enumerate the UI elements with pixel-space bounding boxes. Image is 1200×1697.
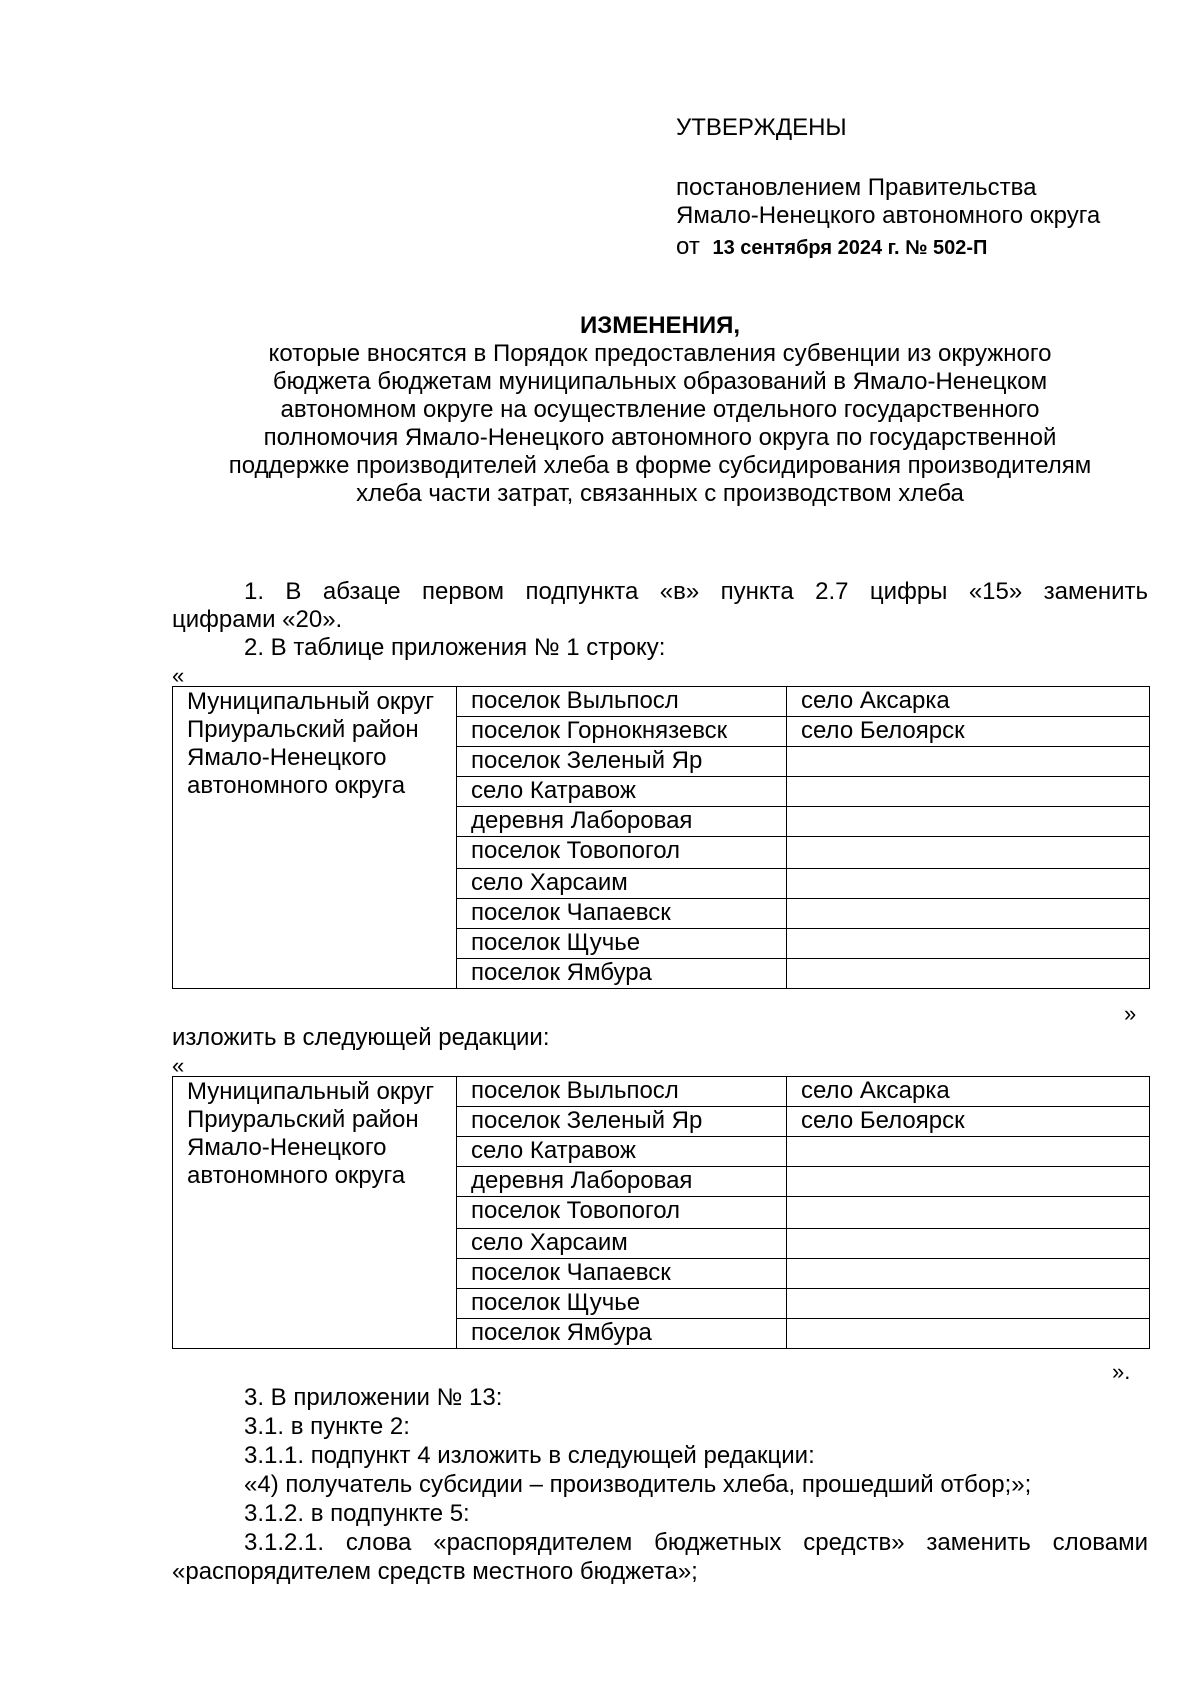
item-3: 3. В приложении № 13: (244, 1384, 503, 1411)
settlement-cell: поселок Щучье (457, 929, 787, 959)
title-main: ИЗМЕНЕНИЯ, (579, 312, 741, 339)
replace-text: изложить в следующей редакции: (172, 1024, 550, 1051)
settlement-cell-extra (787, 1197, 1150, 1229)
settlement-cell: поселок Горнокнязевск (457, 717, 787, 747)
item-3-1-2: 3.1.2. в подпункте 5: (244, 1500, 470, 1527)
settlement-cell-extra (787, 1137, 1150, 1167)
settlement-cell-extra (787, 899, 1150, 929)
settlement-cell: поселок Чапаевск (457, 899, 787, 929)
settlement-cell: село Харсаим (457, 1229, 787, 1259)
settlement-cell: поселок Товопогол (457, 837, 787, 869)
settlement-cell: село Катравож (457, 777, 787, 807)
approval-line-2: Ямало-Ненецкого автономного округа (676, 202, 1101, 229)
title-line: бюджета бюджетам муниципальных образований в Ямало-Ненецком (272, 368, 1048, 395)
settlement-cell-extra (787, 1319, 1150, 1349)
approval-date-line (676, 233, 987, 262)
open-quote-2: « (172, 1053, 185, 1078)
settlement-cell: поселок Товопогол (457, 1197, 787, 1229)
region-cell: Муниципальный округ Приуральский район Ямало-Ненецкого автономного округа (173, 687, 457, 989)
open-quote: « (172, 663, 185, 688)
item-3-1-2-1-line-1: 3.1.2.1. слова «распорядителем бюджетных средств» заменить словами (244, 1529, 1148, 1556)
document-title (160, 312, 1160, 508)
item-3-1: 3.1. в пункте 2: (244, 1413, 410, 1440)
settlement-cell: поселок Ямбура (457, 959, 787, 989)
item-3-1-1-text: «4) получатель субсидии – производитель хлеба, прошедший отбор;»; (244, 1471, 1032, 1498)
settlement-cell-extra (787, 1289, 1150, 1319)
table-new (172, 1076, 1150, 1349)
settlement-cell-extra (787, 837, 1150, 869)
settlement-cell-extra (787, 929, 1150, 959)
settlement-cell: деревня Лаборовая (457, 807, 787, 837)
close-quote-1: » (1124, 1001, 1137, 1026)
settlement-cell-extra (787, 777, 1150, 807)
settlement-cell-extra: село Белоярск (787, 1107, 1150, 1137)
settlement-cell: село Харсаим (457, 869, 787, 899)
table-row (173, 687, 1150, 717)
settlement-cell-extra (787, 1259, 1150, 1289)
approval-line-1: постановлением Правительства (676, 174, 1037, 201)
item-1-line-2: цифрами «20». (172, 606, 343, 633)
settlement-cell-extra (787, 807, 1150, 837)
settlement-cell-extra (787, 1229, 1150, 1259)
settlement-cell: поселок Выльпосл (457, 1077, 787, 1107)
table-row (173, 1077, 1150, 1107)
title-line: автономном округе на осуществление отдельного государственного (280, 396, 1040, 423)
settlement-cell: село Катравож (457, 1137, 787, 1167)
settlement-cell: деревня Лаборовая (457, 1167, 787, 1197)
settlement-cell: поселок Зеленый Яр (457, 1107, 787, 1137)
item-1-line-1: 1. В абзаце первом подпункта «в» пункта 2.7 цифры «15» заменить (244, 578, 1148, 605)
settlement-cell-extra (787, 869, 1150, 899)
item-3-1-1: 3.1.1. подпункт 4 изложить в следующей редакции: (244, 1442, 815, 1469)
approval-heading: УТВЕРЖДЕНЫ (676, 114, 847, 141)
settlement-cell-extra: село Аксарка (787, 687, 1150, 717)
settlement-cell: поселок Выльпосл (457, 687, 787, 717)
item-2: 2. В таблице приложения № 1 строку: (244, 634, 666, 661)
settlement-cell: поселок Ямбура (457, 1319, 787, 1349)
approval-date-number: 13 сентября 2024 г. № 502-П (712, 237, 988, 259)
settlement-cell-extra (787, 747, 1150, 777)
item-3-1-2-1-line-2: «распорядителем средств местного бюджета»; (172, 1558, 698, 1585)
settlement-cell-extra: село Белоярск (787, 717, 1150, 747)
title-line: хлеба части затрат, связанных с производством хлеба (356, 480, 964, 507)
settlement-cell: поселок Чапаевск (457, 1259, 787, 1289)
approval-from-label: от (676, 233, 700, 260)
settlement-cell-extra: село Аксарка (787, 1077, 1150, 1107)
table-old (172, 686, 1150, 989)
settlement-cell: поселок Щучье (457, 1289, 787, 1319)
settlement-cell-extra (787, 1167, 1150, 1197)
region-cell: Муниципальный округ Приуральский район Ямало-Ненецкого автономного округа (173, 1077, 457, 1349)
settlement-cell: поселок Зеленый Яр (457, 747, 787, 777)
title-line: которые вносятся в Порядок предоставления субвенции из окружного (268, 340, 1052, 367)
settlement-cell-extra (787, 959, 1150, 989)
title-line: поддержке производителей хлеба в форме субсидирования производителям (228, 452, 1092, 479)
title-line: полномочия Ямало-Ненецкого автономного округа по государственной (263, 424, 1057, 451)
close-quote-2: ». (1112, 1359, 1131, 1384)
